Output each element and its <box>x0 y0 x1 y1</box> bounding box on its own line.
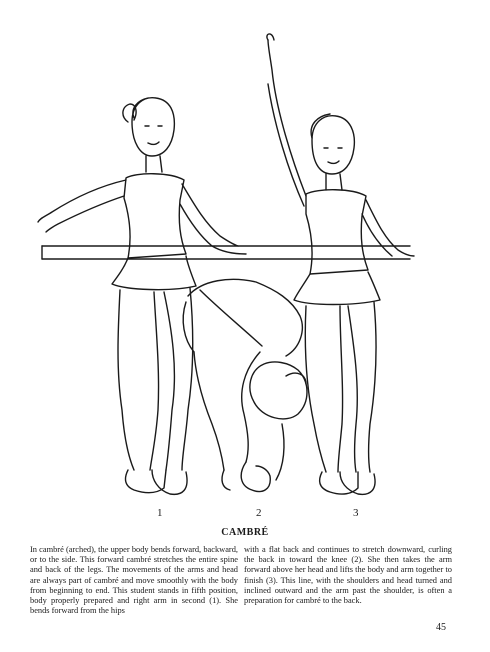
figure-label-1: 1 <box>157 507 163 519</box>
page-number: 45 <box>436 622 446 633</box>
page-title: CAMBRÉ <box>221 527 269 538</box>
dancer-1 <box>38 98 246 495</box>
dancer-3 <box>267 34 414 494</box>
body-text-left-column: In cambré (arched), the upper body bends forward, backward, or to the side. This forward cambré stretches the entire spine and back of the legs. The movements of the arms and head are always part of cambré and move smoothly with the body from beginning to end. This student stands in fifth position, body properly prepared and right arm in second (1). She bends forward from the hips <box>30 545 238 616</box>
body-text-right-column: with a flat back and continues to stretch downward, curling the back in toward the knee (2). She then takes the arm forward above her head and lifts the body and arm together to finish (3). This line, with the shoulders and head turned and inclined outward and the arm past the shoulder, is often a preparation for cambré to the back. <box>244 545 452 606</box>
figure-label-2: 2 <box>256 507 262 519</box>
figure-label-3: 3 <box>353 507 359 519</box>
ballet-barre <box>42 246 410 259</box>
dancer-2 <box>183 279 307 491</box>
